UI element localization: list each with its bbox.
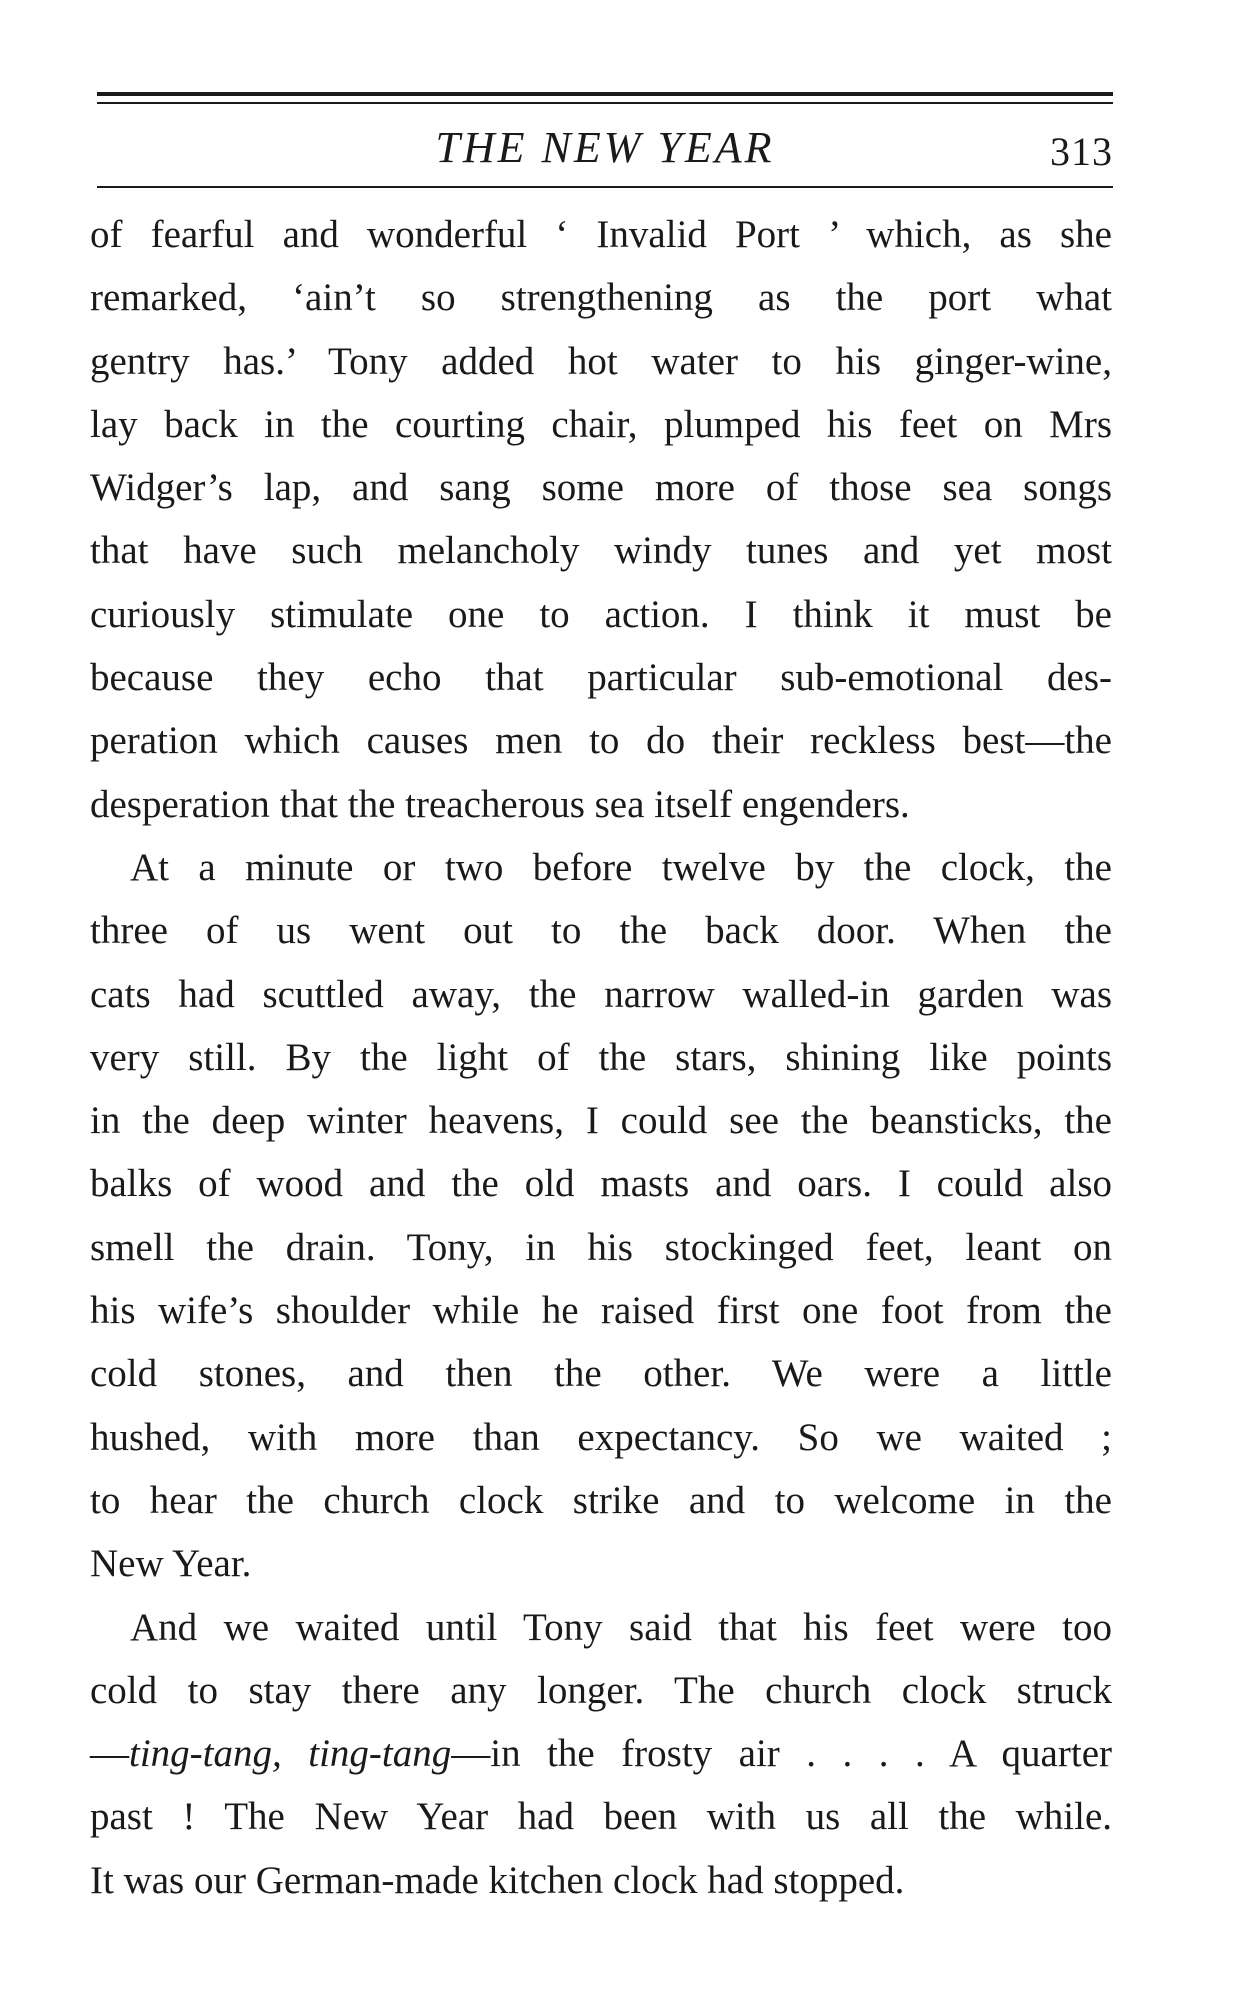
text-line: New Year. [90, 1542, 252, 1586]
text-line: Widger’s lap, and sang some more of those sea songs [90, 466, 1112, 510]
text-line: cold to stay there any longer. The church clock struck [90, 1668, 1112, 1712]
paragraph-2 [90, 836, 1112, 1596]
header-bottom-rule [97, 186, 1113, 188]
running-title: THE NEW YEAR [435, 123, 775, 172]
text-line: desperation that the treacherous sea itself engenders. [90, 782, 910, 826]
text-line: past ! The New Year had been with us all the while. [90, 1795, 1112, 1839]
text-line: curiously stimulate one to action. I think it must be [90, 592, 1112, 636]
paragraph-3 [90, 1596, 1112, 1912]
text-line: cold stones, and then the other. We were a little [90, 1352, 1112, 1396]
text-line: At a minute or two before twelve by the clock, the [130, 845, 1112, 889]
text-line: of fearful and wonderful ‘ Invalid Port ’ which, as she [90, 213, 1112, 256]
running-head [97, 118, 1113, 178]
text-line: gentry has.’ Tony added hot water to his ginger-wine, [90, 339, 1112, 383]
text-line: peration which causes men to do their reckless best—the [90, 719, 1112, 763]
text-line: three of us went out to the back door. When the [90, 909, 1112, 953]
text-line: remarked, ‘ain’t so strengthening as the port what [90, 276, 1112, 320]
text-line: smell the drain. Tony, in his stockinged feet, leant on [90, 1225, 1112, 1269]
text-line: that have such melancholy windy tunes and yet most [90, 529, 1112, 573]
text-line: very still. By the light of the stars, shining like points [90, 1035, 1112, 1079]
page-number: 313 [1050, 129, 1113, 174]
text-line: in the deep winter heavens, I could see the beansticks, the [90, 1099, 1112, 1143]
text-line: balks of wood and the old masts and oars. I could also [90, 1162, 1112, 1206]
paragraph-1 [90, 203, 1112, 836]
text-line: hushed, with more than expectancy. So we waited ; [90, 1415, 1112, 1459]
text-line: It was our German-made kitchen clock had stopped. [90, 1858, 905, 1902]
text-line: because they echo that particular sub-emotional des- [90, 656, 1112, 700]
header-top-rule-thick [97, 92, 1113, 96]
body-text [90, 203, 1112, 1912]
text-line: lay back in the courting chair, plumped his feet on Mrs [90, 402, 1112, 446]
text-line: cats had scuttled away, the narrow walled-in garden was [90, 972, 1112, 1016]
text-line: And we waited until Tony said that his feet were too [130, 1605, 1112, 1649]
header-top-rule-thin [97, 102, 1113, 104]
text-line: his wife’s shoulder while he raised first one foot from the [90, 1289, 1112, 1333]
text-line: to hear the church clock strike and to welcome in the [90, 1478, 1112, 1522]
text-line: —ting-tang, ting-tang—in the frosty air . . . . A quarter [90, 1732, 1112, 1776]
